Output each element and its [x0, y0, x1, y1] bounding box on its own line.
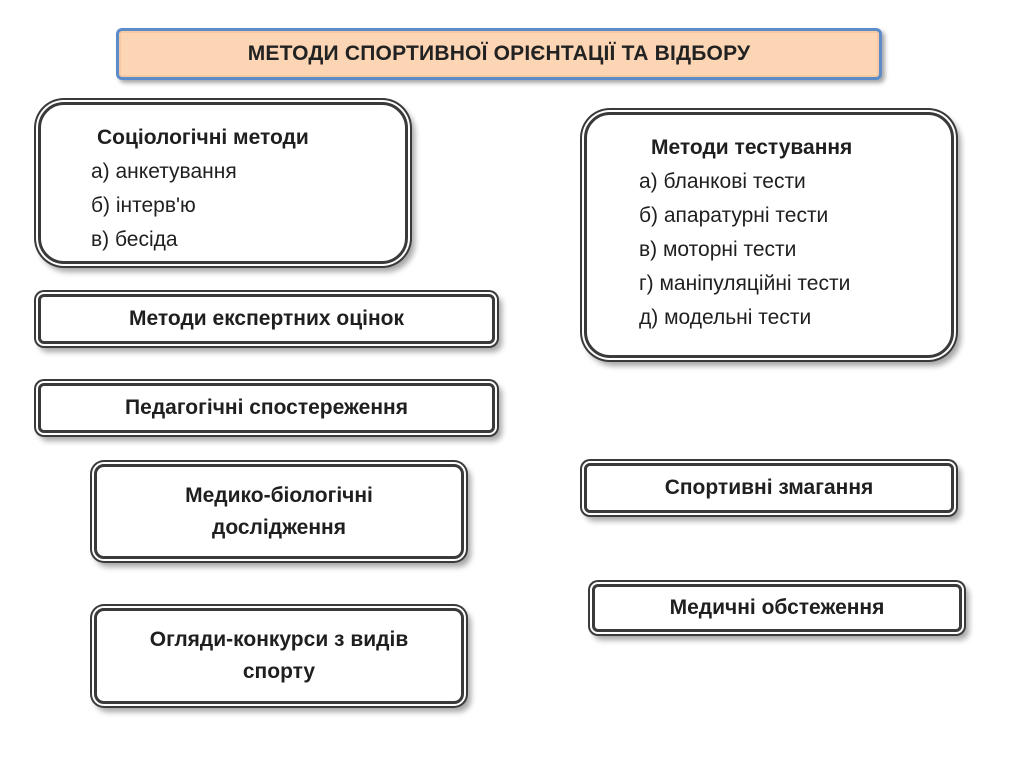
sociological-methods-heading: Соціологічні методи — [97, 126, 309, 149]
sports-competitions-box — [584, 463, 954, 513]
medical-biological-line-2: дослідження — [212, 515, 346, 539]
pedagogical-observation-box — [38, 383, 495, 433]
testing-methods-box — [584, 112, 954, 358]
sports-competitions-label: Спортивні змагання — [664, 476, 874, 499]
diagram-title-box — [116, 28, 882, 80]
medical-biological-box — [94, 464, 464, 559]
list-item: а) бланкові тести — [639, 170, 806, 193]
list-item: а) анкетування — [91, 160, 237, 183]
pedagogical-observation-label: Педагогічні спостереження — [125, 396, 408, 419]
medical-biological-label — [185, 480, 373, 544]
testing-methods-heading: Методи тестування — [651, 136, 853, 159]
diagram-title: МЕТОДИ СПОРТИВНОЇ ОРІЄНТАЦІЇ ТА ВІДБОРУ — [247, 42, 751, 65]
medical-examinations-label: Медичні обстеження — [669, 596, 885, 619]
review-competitions-line-2: спорту — [242, 660, 316, 683]
review-competitions-line-1: Огляди-конкурси з видів — [149, 628, 409, 651]
list-item: б) апаратурні тести — [639, 204, 829, 227]
medical-examinations-box — [592, 584, 962, 632]
sociological-methods-box — [38, 102, 408, 264]
list-item: в) моторні тести — [639, 238, 797, 261]
expert-evaluation-box — [38, 294, 495, 344]
testing-methods-list — [639, 165, 850, 335]
expert-evaluation-label: Методи експертних оцінок — [128, 307, 405, 330]
list-item: б) інтерв'ю — [91, 194, 196, 217]
review-competitions-box — [94, 608, 464, 704]
sociological-methods-list — [91, 155, 237, 257]
medical-biological-line-1: Медико-біологічні — [185, 483, 373, 507]
list-item: в) бесіда — [91, 228, 178, 251]
review-competitions-label — [150, 624, 408, 688]
list-item: д) модельні тести — [639, 306, 812, 329]
list-item: г) маніпуляційні тести — [639, 272, 851, 295]
